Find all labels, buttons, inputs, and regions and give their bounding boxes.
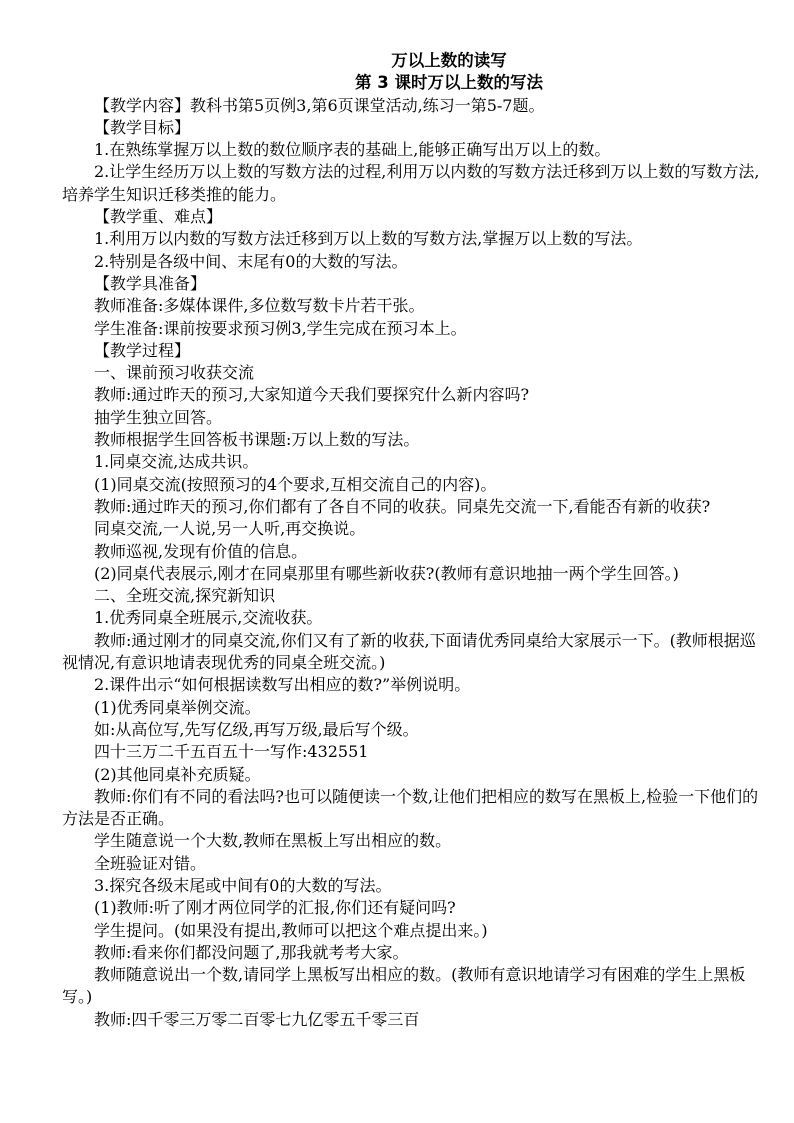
document-subtitle: 第 3 课时万以上数的写法 (355, 73, 543, 93)
paragraph: (1)同桌交流(按照预习的4个要求,互相交流自己的内容)。 (94, 474, 497, 494)
paragraph: 二、全班交流,探究新知识 (94, 586, 276, 606)
paragraph: 2.特别是各级中间、末尾有0的大数的写法。 (94, 251, 408, 271)
paragraph: (1)优秀同桌举例交流。 (94, 697, 261, 717)
section-heading: 【教学过程】 (94, 340, 191, 360)
section-heading: 【教学目标】 (94, 117, 191, 137)
section-heading: 【教学重、难点】 (94, 207, 223, 227)
paragraph: 抽学生独立回答。 (94, 407, 223, 427)
paragraph: 教师:通过昨天的预习,大家知道今天我们要探究什么新内容吗? (94, 385, 530, 405)
paragraph: 1.优秀同桌全班展示,交流收获。 (94, 608, 323, 628)
paragraph: 教师:通过昨天的预习,你们都有了各自不同的收获。同桌先交流一下,看能否有新的收获? (94, 496, 711, 516)
paragraph: 教师:通过刚才的同桌交流,你们又有了新的收获,下面请优秀同桌给大家展示一下。(教师根据巡视情况,有意识地请表现优秀的同桌全班交流。) (62, 630, 756, 673)
paragraph: (1)教师:听了刚才两位同学的汇报,你们还有疑问吗? (94, 898, 456, 918)
paragraph: 四十三万二千五百五十一写作:432551 (94, 742, 369, 762)
paragraph: 教师准备:多媒体课件,多位数写数卡片若干张。 (94, 296, 425, 316)
paragraph: 教师:看来你们都没问题了,那我就考考大家。 (94, 942, 409, 962)
paragraph: 教师根据学生回答板书课题:万以上数的写法。 (94, 430, 420, 450)
paragraph: 1.同桌交流,达成共识。 (94, 452, 259, 472)
paragraph: 【教学内容】教科书第5页例3,第6页课堂活动,练习一第5-7题。 (94, 95, 545, 115)
paragraph: 1.利用万以内数的写数方法迁移到万以上数的写数方法,掌握万以上数的写法。 (94, 229, 643, 249)
paragraph: 1.在熟练掌握万以上数的数位顺序表的基础上,能够正确写出万以上的数。 (94, 140, 611, 160)
paragraph: 教师:你们有不同的看法吗?也可以随便读一个数,让他们把相应的数写在黑板上,检验一下他们的方法是否正确。 (62, 786, 759, 829)
paragraph: 全班验证对错。 (94, 853, 207, 873)
document-body (62, 95, 766, 1031)
paragraph: 3.探究各级末尾或中间有0的大数的写法。 (94, 875, 392, 895)
paragraph: 学生随意说一个大数,教师在黑板上写出相应的数。 (94, 831, 452, 851)
document-title: 万以上数的读写 (391, 51, 507, 70)
paragraph: 教师随意说出一个数,请同学上黑板写出相应的数。(教师有意识地请学习有困难的学生上黑板写。) (62, 965, 746, 1007)
paragraph: (2)其他同桌补充质疑。 (94, 764, 261, 784)
paragraph: 学生准备:课前按要求预习例3,学生完成在预习本上。 (94, 318, 467, 338)
paragraph: 如:从高位写,先写亿级,再写万级,最后写个级。 (94, 719, 419, 739)
paragraph: 2.让学生经历万以上数的写数方法的过程,利用万以内数的写数方法迁移到万以上数的写数方法,培养学生知识迁移类推的能力。 (62, 162, 760, 204)
paragraph: 学生提问。(如果没有提出,教师可以把这个难点提出来。) (94, 920, 488, 940)
paragraph: 教师巡视,发现有价值的信息。 (94, 541, 308, 561)
paragraph: 同桌交流,一人说,另一人听,再交换说。 (94, 519, 366, 539)
paragraph: 2.课件出示“如何根据读数写出相应的数?”举例说明。 (94, 675, 471, 695)
paragraph: 一、课前预习收获交流 (94, 363, 255, 383)
paragraph: 教师:四千零三万零二百零七九亿零五千零三百 (94, 1009, 420, 1029)
paragraph: (2)同桌代表展示,刚才在同桌那里有哪些新收获?(教师有意识地抽一两个学生回答。) (94, 563, 679, 583)
document-page (62, 50, 766, 1031)
section-heading: 【教学具准备】 (94, 273, 207, 293)
